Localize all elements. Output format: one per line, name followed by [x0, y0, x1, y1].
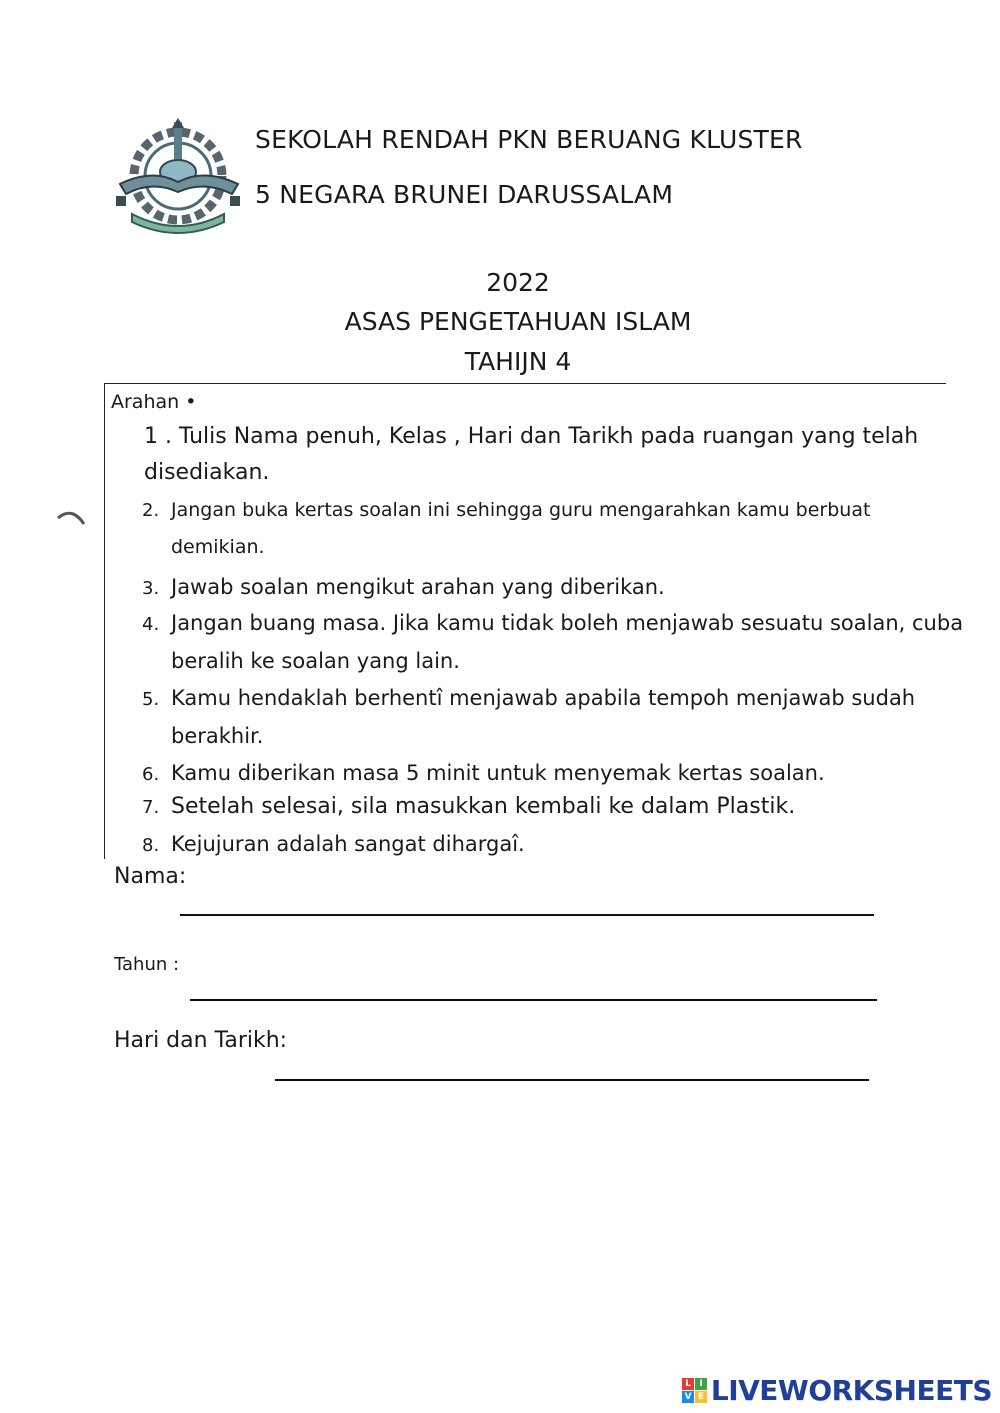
date-field-line[interactable] — [275, 1079, 869, 1081]
instruction-text: Kejujuran adalah sangat dihargaî. — [171, 832, 525, 856]
instruction-item-2 — [142, 492, 870, 565]
instruction-text: Jangan buka kertas soalan ini sehingga guru mengarahkan kamu berbuat — [171, 499, 871, 521]
instruction-text-continued: beralih ke soalan yang lain. — [171, 649, 460, 673]
instruction-text: Tulis Nama penuh, Kelas , Hari dan Tarikh pada ruangan yang telah — [178, 424, 919, 449]
date-label: Hari dan Tarikh: — [114, 1028, 288, 1053]
instruction-item-4 — [142, 605, 963, 679]
name-label: Nama: — [114, 864, 187, 889]
instruction-text-continued: disediakan. — [144, 460, 270, 485]
instructions-box-left-border — [104, 383, 105, 859]
instruction-item-7 — [142, 789, 795, 826]
year-field-line[interactable] — [190, 999, 877, 1001]
instruction-item-8 — [142, 826, 525, 864]
school-crest-icon — [112, 118, 246, 240]
subject-title: ASAS PENGETAHUAN ISLAM — [344, 307, 692, 336]
grade-title: TAHIJN 4 — [464, 347, 572, 376]
instruction-text: Jawab soalan mengikut arahan yang diberikan. — [171, 575, 665, 599]
page-curl-icon — [56, 508, 86, 530]
instruction-number: 7. — [142, 797, 160, 818]
name-field-line[interactable] — [180, 914, 874, 916]
instruction-number: 4. — [142, 614, 160, 635]
instruction-item-5 — [142, 680, 915, 754]
year-label: Tahun : — [114, 954, 180, 975]
instruction-number: 5. — [142, 689, 160, 710]
instructions-box-top-border — [104, 383, 946, 384]
liveworksheets-brand[interactable] — [682, 1374, 992, 1407]
brand-text: LIVEWORKSHEETS — [710, 1374, 992, 1407]
instruction-text: Setelah selesai, sila masukkan kembali ke dalam Plastik. — [171, 794, 796, 819]
school-name-line2: 5 NEGARA BRUNEI DARUSSALAM — [255, 180, 674, 209]
instruction-text: Kamu hendaklah berhentî menjawab apabila tempoh menjawab sudah — [171, 686, 916, 710]
instruction-item-6 — [142, 755, 825, 793]
instruction-number: 3. — [142, 578, 160, 599]
instruction-text-continued: berakhir. — [171, 724, 264, 748]
instruction-text-continued: demikian. — [171, 536, 265, 558]
exam-year: 2022 — [486, 268, 550, 297]
instruction-text: Kamu diberikan masa 5 minit untuk menyemak kertas soalan. — [171, 761, 825, 785]
instruction-number: 1 . — [144, 424, 172, 449]
liveworksheets-logo-icon: L I V E — [682, 1378, 707, 1403]
instruction-text: Jangan buang masa. Jika kamu tidak boleh menjawab sesuatu soalan, cuba — [171, 611, 964, 635]
instruction-item-1 — [144, 419, 918, 491]
instructions-heading: Arahan • — [111, 391, 197, 413]
instruction-item-3 — [142, 569, 665, 607]
instruction-number: 6. — [142, 764, 160, 785]
instruction-number: 8. — [142, 835, 160, 856]
instruction-number: 2. — [142, 500, 160, 521]
school-name-line1: SEKOLAH RENDAH PKN BERUANG KLUSTER — [255, 125, 803, 154]
